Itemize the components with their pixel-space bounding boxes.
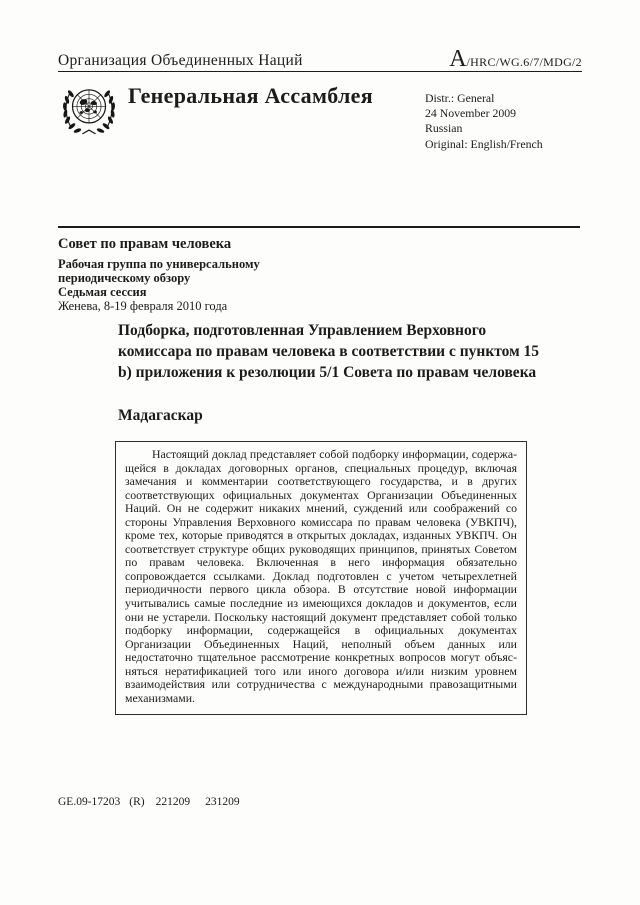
doc-symbol-rest: /HRC/WG.6/7/MDG/2 — [466, 55, 582, 69]
document-title: Подборка, подготовленная Управлением Верховного комиссара по правам человека в соответствии с пунктом 15 b) приложения к резолюции 5/1 Совета по правам человека — [118, 322, 540, 381]
venue-dates: Женева, 8-19 февраля 2010 года — [58, 299, 228, 313]
council-heading: Совет по правам человека — [58, 236, 232, 252]
summary-text: Настоящий доклад представляет собой подборку информации, содержащейся в докладах договорных органов, специальных процедур, включая замечания и комментарии соответствующего государства, и в других соответствующих официальных документах Организации Объединенных Наций. Он не содержит никаких мнений, суждений или соображений со стороны Управления Верховного комиссара по правам человека (УВКПЧ), кроме тех, которые приводятся в открытых докладах, изданных УВКПЧ. Он соответствует структуре общих руководящих принципов, принятых Советом по правам человека. Включенная в него информация обязательно сопровождается ссылками. Доклад подготовлен с учетом четырехлетней периодичности первого цикла обзора. В отсутствие новой информации учитывались самые последние из имеющихся докладов и документов, если они не устарели. Поскольку настоящий документ представляет собой только подборку информации, содержащейся в официальных документах Организации Объединенных Наций, неполный объем данных или недостаточно тщательное рассмотрение конкретных вопросов могут объясняться нератификацией того или иного договора и/или низким уровнем взаимодействия или сотрудничества с международными правозащитными механизмами. — [125, 447, 517, 705]
distribution-block — [425, 91, 543, 152]
session-name: Седьмая сессия — [58, 285, 147, 299]
session-block — [58, 236, 260, 313]
footer-doc-id: GE.09-17203 — [58, 796, 121, 808]
doc-symbol-prefix: A — [449, 46, 467, 72]
footer-lang-code: (R) — [129, 796, 145, 808]
footer — [58, 796, 240, 808]
org-name: Организация Объединенных Наций — [58, 52, 303, 69]
language-line: Russian — [425, 121, 463, 136]
assembly-title: Генеральная Ассамблея — [128, 83, 373, 108]
original-line: Original: English/French — [425, 136, 543, 151]
working-group-line2: периодическому обзору — [58, 271, 191, 285]
footer-date1: 221209 — [155, 796, 191, 808]
section-divider — [58, 226, 580, 228]
working-group-line1: Рабочая группа по универсальному — [58, 257, 260, 271]
un-emblem-icon — [56, 80, 122, 146]
header-divider — [58, 71, 582, 72]
date-line: 24 November 2009 — [425, 106, 517, 121]
country-heading: Мадагаскар — [118, 407, 203, 424]
distr-line: Distr.: General — [425, 91, 495, 105]
footer-date2: 231209 — [205, 796, 240, 808]
doc-symbol — [449, 46, 582, 73]
summary-box — [115, 441, 527, 715]
